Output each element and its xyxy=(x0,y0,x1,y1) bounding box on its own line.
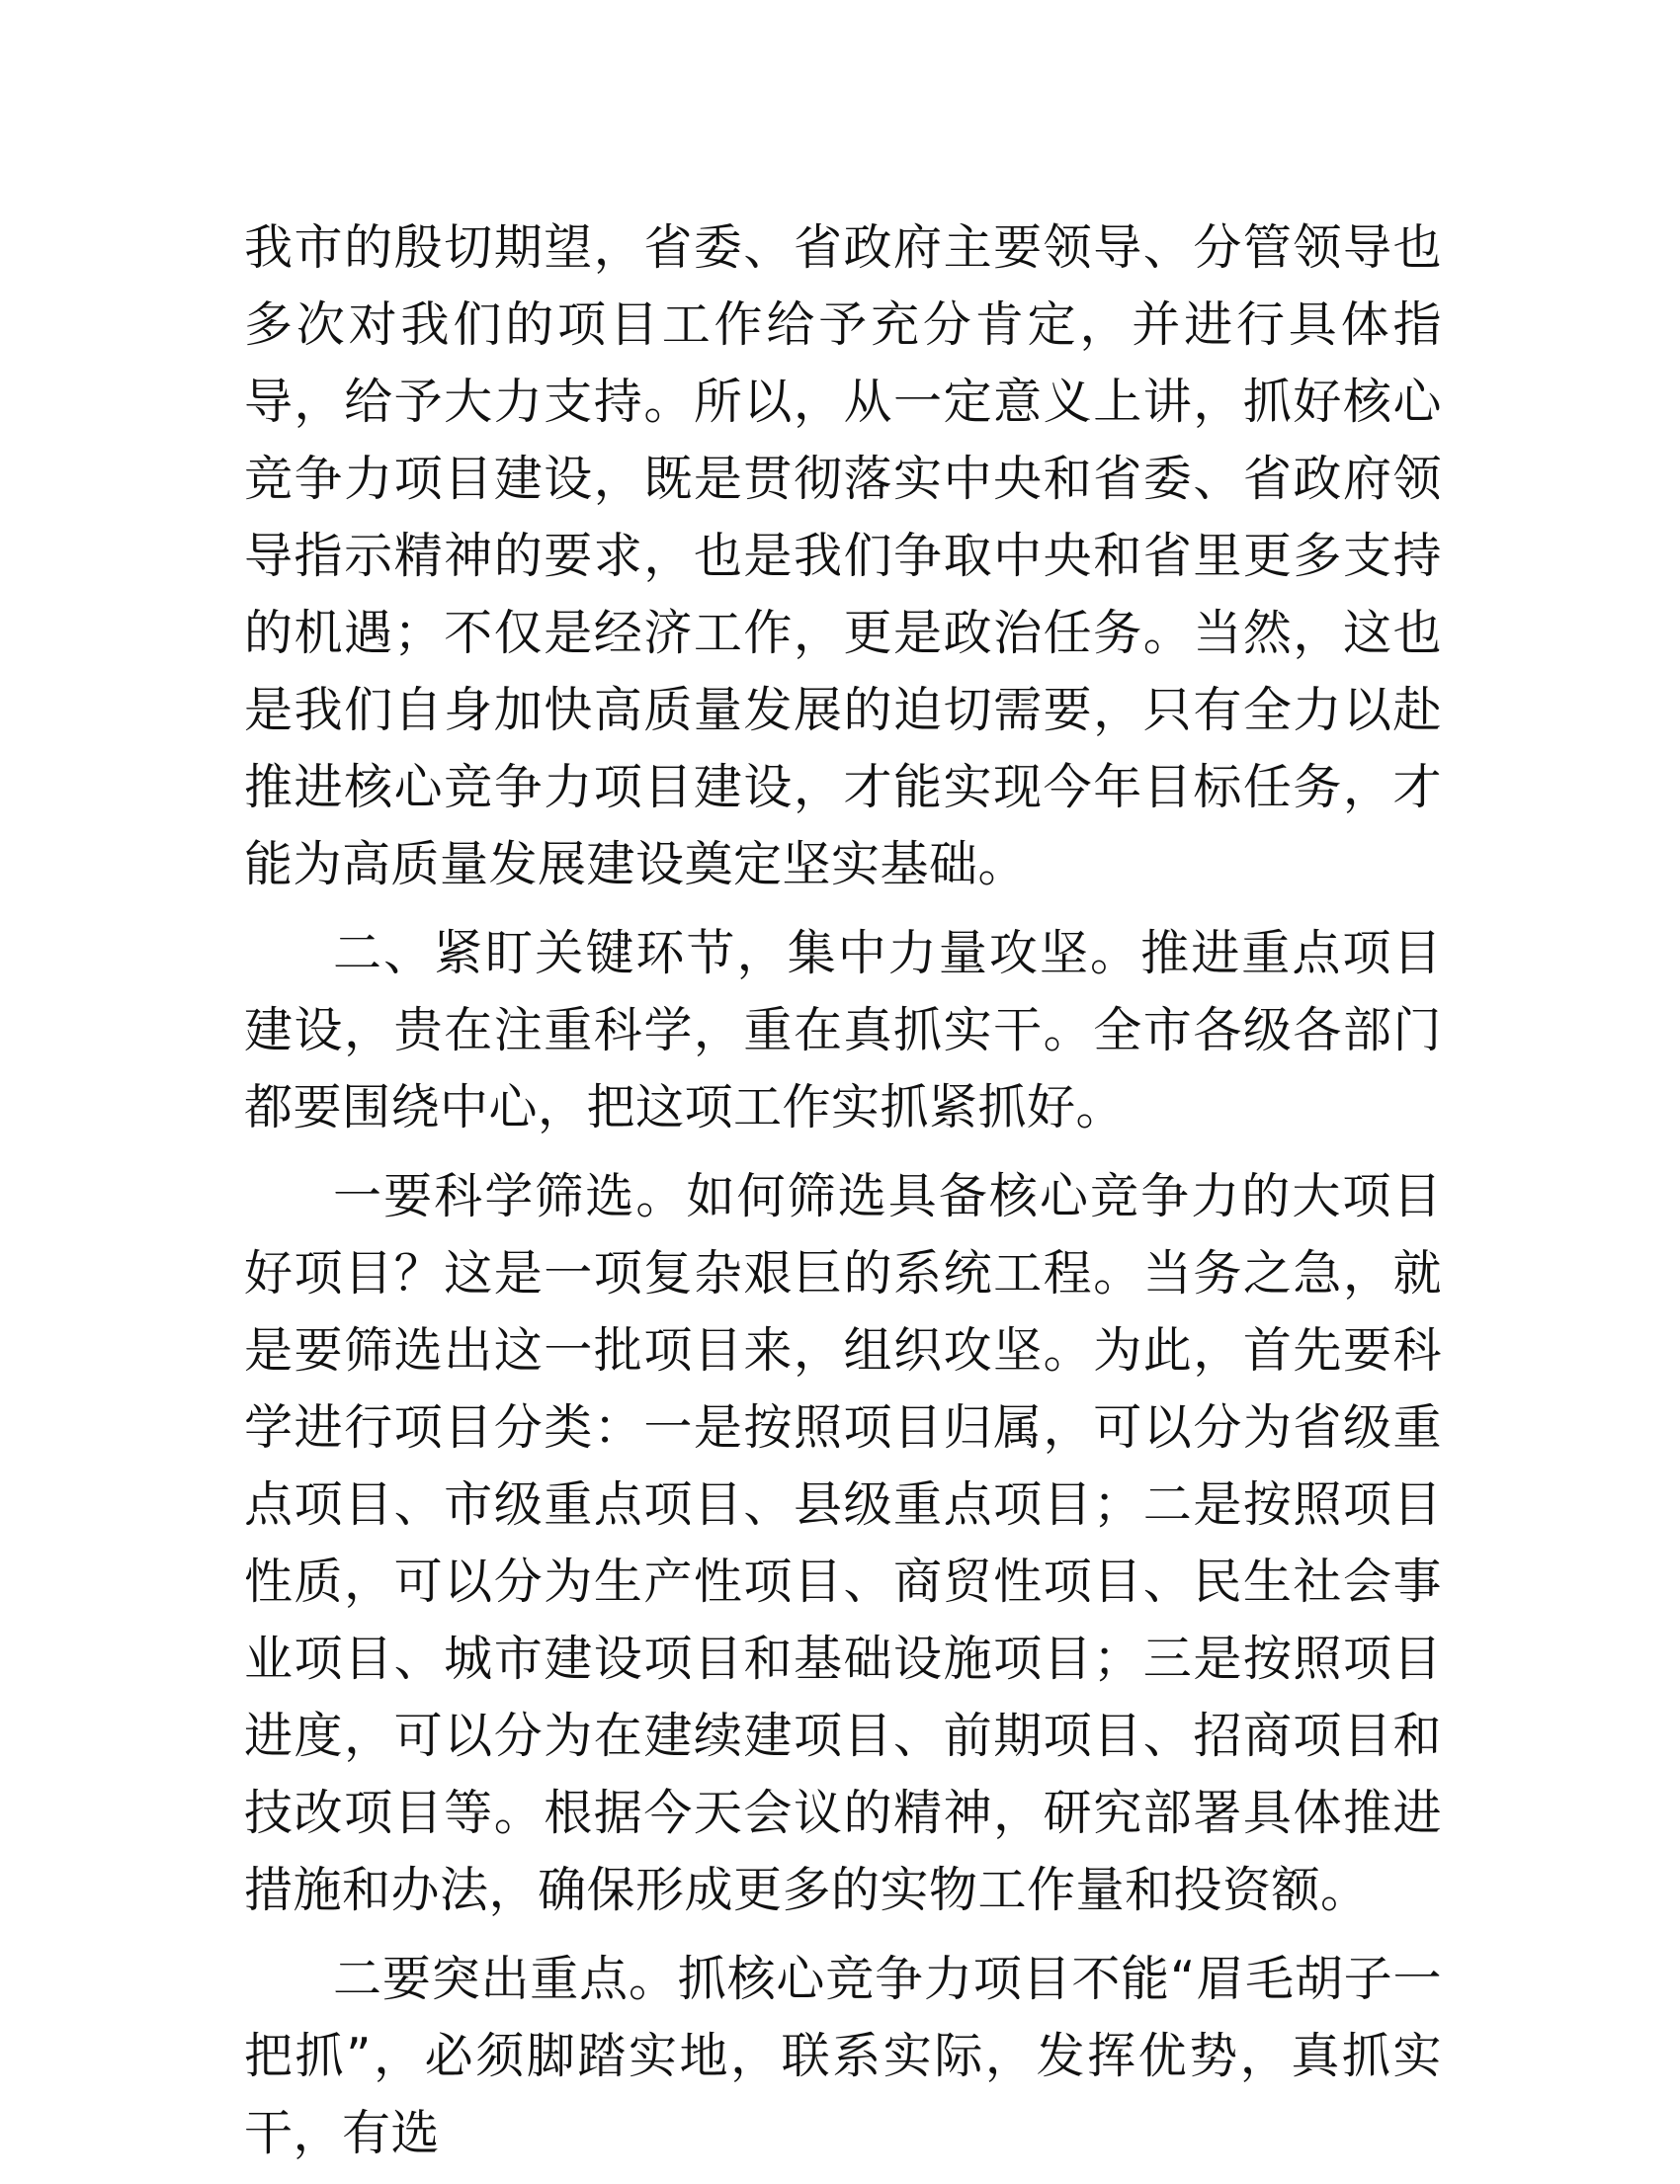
paragraph-scientific-screening: 一要科学筛选。如何筛选具备核心竞争力的大项目好项目？这是一项复杂艰巨的系统工程。当务之急，就是要筛选出这一批项目来，组织攻坚。为此，首先要科学进行项目分类：一是按照项目归属，可以分为省级重点项目、市级重点项目、县级重点项目；二是按照项目性质，可以分为生产性项目、商贸性项目、民生社会事业项目、城市建设项目和基础设施项目；三是按照项目进度，可以分为在建续建项目、前期项目、招商项目和技改项目等。根据今天会议的精神，研究部署具体推进措施和办法，确保形成更多的实物工作量和投资额。 xyxy=(244,1168,1442,1918)
paragraph-continuation: 我市的殷切期望，省委、省政府主要领导、分管领导也多次对我们的项目工作给予充分肯定，并进行具体指导，给予大力支持。所以，从一定意义上讲，抓好核心竞争力项目建设，既是贯彻落实中央和省委、省政府领导指示精神的要求，也是我们争取中央和省里更多支持的机遇；不仅是经济工作，更是政治任务。当然，这也是我们自身加快高质量发展的迫切需要，只有全力以赴推进核心竞争力项目建设，才能实现今年目标任务，才能为高质量发展建设奠定坚实基础。 xyxy=(244,219,1442,892)
paragraph-highlight-priorities: 二要突出重点。抓核心竞争力项目不能“眉毛胡子一把抓”，必须脚踏实地，联系实际，发挥优势，真抓实干，有选 xyxy=(244,1951,1442,2161)
document-body xyxy=(244,210,1442,2184)
paragraph-section-two-heading: 二、紧盯关键环节，集中力量攻坚。推进重点项目建设，贵在注重科学，重在真抓实干。全市各级各部门都要围绕中心，把这项工作实抓紧抓好。 xyxy=(244,925,1442,1135)
